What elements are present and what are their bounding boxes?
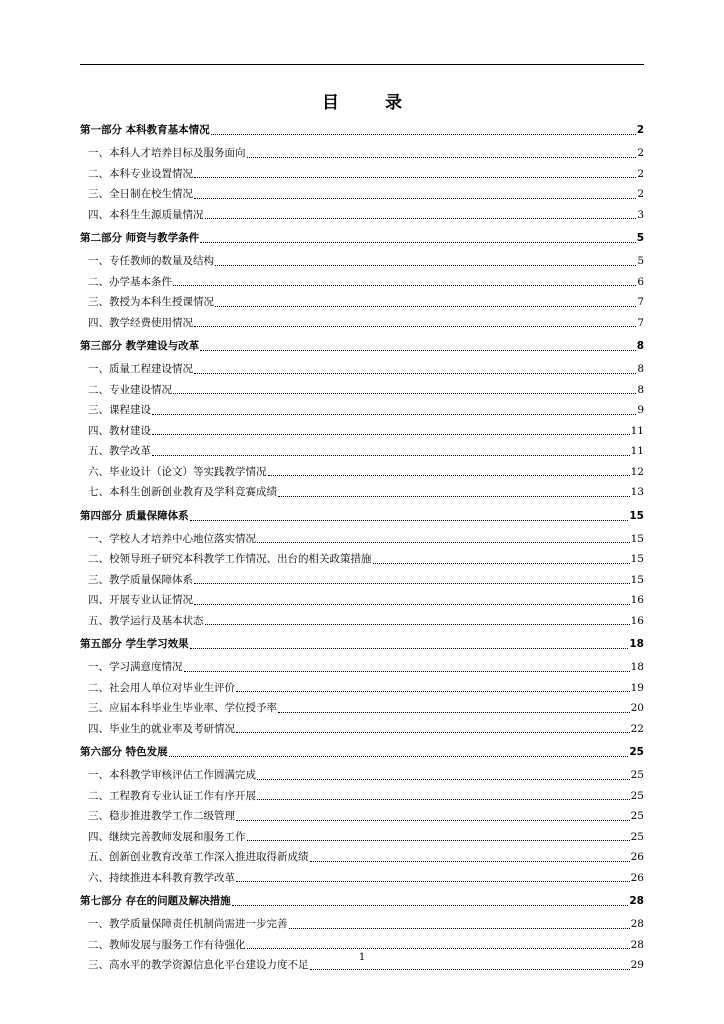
dot-leader <box>194 198 636 199</box>
toc-entry-label: 二、校领导班子研究本科教学工作情况、出台的相关政策措施 <box>88 553 372 565</box>
dot-leader <box>247 840 630 841</box>
toc-entry-page: 25 <box>630 830 644 843</box>
toc-entry[interactable] <box>80 421 644 442</box>
toc-entry[interactable] <box>80 914 644 935</box>
toc-part-label: 第二部分 师资与教学条件 <box>80 232 200 244</box>
toc-entry[interactable] <box>80 765 644 786</box>
toc-part-label: 第六部分 特色发展 <box>80 746 168 758</box>
toc-entry-page: 7 <box>637 316 644 329</box>
header-rule <box>80 64 644 65</box>
toc-entry[interactable] <box>80 868 644 889</box>
toc-entry-label: 四、教材建设 <box>88 424 151 437</box>
toc-entry[interactable] <box>80 251 644 272</box>
dot-leader <box>173 393 636 394</box>
toc-entry-page: 26 <box>630 871 644 884</box>
toc-entry-page: 7 <box>637 296 644 308</box>
toc-part-page: 2 <box>636 124 644 136</box>
toc-section <box>80 333 644 503</box>
dot-leader <box>236 691 630 692</box>
toc-entry-label: 一、专任教师的数量及结构 <box>88 255 214 267</box>
toc-entry[interactable] <box>80 827 644 848</box>
toc-entry-page: 15 <box>630 573 644 586</box>
toc-entry-label: 一、质量工程建设情况 <box>88 363 193 375</box>
toc-entry-page: 3 <box>637 208 644 221</box>
toc-entry-label: 三、全日制在校生情况 <box>88 188 193 200</box>
toc-entry-page: 25 <box>630 789 644 802</box>
dot-leader <box>257 799 630 800</box>
toc-entry[interactable] <box>80 441 644 462</box>
toc-entry-label: 七、本科生创新创业教育及学科竞赛成绩 <box>88 486 277 498</box>
toc-entry[interactable] <box>80 529 644 550</box>
dot-leader <box>194 373 636 374</box>
toc-title: 目 录 <box>322 93 422 113</box>
toc-entry-label: 三、课程建设 <box>88 404 151 416</box>
toc-entry-page: 8 <box>637 363 644 375</box>
dot-leader <box>211 134 636 135</box>
page-number: 1 <box>358 952 366 963</box>
dot-leader <box>194 583 630 584</box>
toc-part-heading[interactable] <box>80 228 644 249</box>
toc-entry-page: 6 <box>637 275 644 288</box>
dot-leader <box>247 157 637 158</box>
toc-entry-page: 13 <box>630 486 644 498</box>
toc-entry[interactable] <box>80 590 644 611</box>
toc-entry-label: 五、教学改革 <box>88 445 151 457</box>
toc-entry[interactable] <box>80 143 644 164</box>
toc-entry-label: 三、高水平的教学资源信息化平台建设力度不足 <box>88 959 309 971</box>
dot-leader <box>257 779 630 780</box>
toc-entry-label: 五、创新创业教育改革工作深入推进取得新成绩 <box>88 851 309 863</box>
toc-part-page: 25 <box>629 746 644 758</box>
toc-entry-label: 二、本科专业设置情况 <box>88 167 193 180</box>
toc-section <box>80 631 644 739</box>
toc-entry-page: 28 <box>630 938 644 951</box>
dot-leader <box>190 648 629 649</box>
toc-section <box>80 503 644 632</box>
toc-entry[interactable] <box>80 272 644 293</box>
toc-entry-page: 16 <box>630 614 644 627</box>
dot-leader <box>152 414 636 415</box>
dot-leader <box>194 604 630 605</box>
toc-entry-label: 六、毕业设计（论文）等实践教学情况 <box>88 465 267 478</box>
toc-entry-page: 26 <box>630 851 644 863</box>
dot-leader <box>236 820 630 821</box>
toc-entry-page: 28 <box>630 918 644 930</box>
toc-entry-label: 四、本科生生源质量情况 <box>88 208 204 221</box>
dot-leader <box>205 624 630 625</box>
toc-entry-label: 一、教学质量保障责任机制尚需进一步完善 <box>88 918 288 930</box>
toc-part-heading[interactable] <box>80 742 644 763</box>
toc-entry-label: 四、继续完善教师发展和服务工作 <box>88 830 246 843</box>
toc-entry-label: 五、教学运行及基本状态 <box>88 614 204 627</box>
toc-entry-page: 20 <box>630 702 644 714</box>
toc-entry-page: 16 <box>630 594 644 606</box>
dot-leader <box>232 905 629 906</box>
toc-entry-label: 三、稳步推进教学工作二级管理 <box>88 810 235 822</box>
toc-entry[interactable] <box>80 359 644 380</box>
toc-entry[interactable] <box>80 482 644 503</box>
toc-entry[interactable] <box>80 462 644 483</box>
dot-leader <box>215 265 636 266</box>
toc-part-label: 第四部分 质量保障体系 <box>80 509 189 522</box>
toc-part-label: 第五部分 学生学习效果 <box>80 638 189 650</box>
dot-leader <box>373 563 630 564</box>
toc-entry[interactable] <box>80 847 644 868</box>
toc-entry-label: 一、本科人才培养目标及服务面向 <box>88 147 246 159</box>
toc-entry[interactable] <box>80 549 644 570</box>
toc-entry-label: 三、教学质量保障体系 <box>88 573 193 586</box>
toc-entry[interactable] <box>80 313 644 334</box>
toc-entry-label: 二、办学基本条件 <box>88 275 172 288</box>
toc-entry[interactable] <box>80 380 644 401</box>
dot-leader <box>194 326 636 327</box>
toc-entry-page: 22 <box>630 722 644 735</box>
dot-leader <box>194 177 636 178</box>
toc-entry[interactable] <box>80 806 644 827</box>
toc-entry-page: 29 <box>630 959 644 971</box>
toc-entry-page: 11 <box>630 424 644 437</box>
dot-leader <box>169 756 629 757</box>
toc-entry[interactable] <box>80 657 644 678</box>
dot-leader <box>257 542 630 543</box>
toc-part-page: 28 <box>629 895 644 907</box>
toc-entry[interactable] <box>80 786 644 807</box>
toc-part-heading[interactable] <box>80 506 644 527</box>
toc-entry[interactable] <box>80 570 644 591</box>
table-of-contents <box>80 120 644 976</box>
toc-entry[interactable] <box>80 611 644 632</box>
dot-leader <box>310 969 630 970</box>
toc-entry-page: 15 <box>630 532 644 545</box>
toc-entry-page: 25 <box>630 769 644 781</box>
toc-entry-label: 一、学习满意度情况 <box>88 661 183 673</box>
dot-leader <box>152 455 630 456</box>
toc-entry[interactable] <box>80 184 644 205</box>
toc-entry-label: 四、毕业生的就业率及考研情况 <box>88 722 235 735</box>
dot-leader <box>184 671 630 672</box>
dot-leader <box>247 948 630 949</box>
toc-entry[interactable] <box>80 678 644 699</box>
toc-entry-page: 8 <box>637 383 644 396</box>
dot-leader <box>310 861 630 862</box>
dot-leader <box>278 496 630 497</box>
toc-entry[interactable] <box>80 400 644 421</box>
dot-leader <box>268 475 630 476</box>
dot-leader <box>200 242 636 243</box>
toc-part-page: 8 <box>636 340 644 352</box>
dot-leader <box>289 928 630 929</box>
toc-section <box>80 120 644 225</box>
toc-section <box>80 225 644 333</box>
toc-entry-label: 三、应届本科毕业生毕业率、学位授予率 <box>88 702 277 714</box>
toc-entry-label: 二、专业建设情况 <box>88 383 172 396</box>
toc-entry-page: 19 <box>630 681 644 694</box>
toc-entry-label: 四、开展专业认证情况 <box>88 594 193 606</box>
toc-entry[interactable] <box>80 292 644 313</box>
dot-leader <box>152 434 630 435</box>
toc-entry-page: 11 <box>630 445 644 457</box>
toc-entry-label: 二、工程教育专业认证工作有序开展 <box>88 789 256 802</box>
dot-leader <box>236 732 630 733</box>
toc-entry[interactable] <box>80 205 644 226</box>
toc-entry-page: 2 <box>637 188 644 200</box>
toc-entry-page: 9 <box>637 404 644 416</box>
toc-entry-label: 一、学校人才培养中心地位落实情况 <box>88 532 256 545</box>
toc-part-heading[interactable] <box>80 634 644 655</box>
toc-entry-label: 四、教学经费使用情况 <box>88 316 193 329</box>
toc-part-heading[interactable] <box>80 891 644 912</box>
toc-entry-page: 5 <box>637 255 644 267</box>
dot-leader <box>278 712 630 713</box>
toc-entry[interactable] <box>80 698 644 719</box>
toc-entry-page: 18 <box>630 661 644 673</box>
toc-part-page: 5 <box>636 232 644 244</box>
toc-entry[interactable] <box>80 164 644 185</box>
toc-entry-label: 二、社会用人单位对毕业生评价 <box>88 681 235 694</box>
toc-part-label: 第一部分 本科教育基本情况 <box>80 124 210 136</box>
dot-leader <box>173 285 636 286</box>
dot-leader <box>205 218 637 219</box>
toc-entry-label: 六、持续推进本科教育教学改革 <box>88 871 235 884</box>
toc-part-page: 18 <box>629 638 644 650</box>
toc-entry-page: 2 <box>637 167 644 180</box>
toc-entry-page: 2 <box>637 147 644 159</box>
toc-entry[interactable] <box>80 719 644 740</box>
toc-entry-label: 一、本科教学审核评估工作圆满完成 <box>88 769 256 781</box>
toc-part-label: 第三部分 教学建设与改革 <box>80 340 200 352</box>
toc-part-page: 15 <box>629 509 644 522</box>
toc-entry-label: 三、教授为本科生授课情况 <box>88 296 214 308</box>
toc-entry-page: 12 <box>630 465 644 478</box>
dot-leader <box>200 350 636 351</box>
toc-entry-page: 15 <box>630 553 644 565</box>
toc-section <box>80 739 644 888</box>
toc-part-heading[interactable] <box>80 336 644 357</box>
toc-part-heading[interactable] <box>80 120 644 141</box>
toc-entry-label: 二、教师发展与服务工作有待强化 <box>88 938 246 951</box>
dot-leader <box>190 520 629 521</box>
toc-entry-page: 25 <box>630 810 644 822</box>
dot-leader <box>236 881 630 882</box>
dot-leader <box>215 306 636 307</box>
toc-part-label: 第七部分 存在的问题及解决措施 <box>80 895 231 907</box>
